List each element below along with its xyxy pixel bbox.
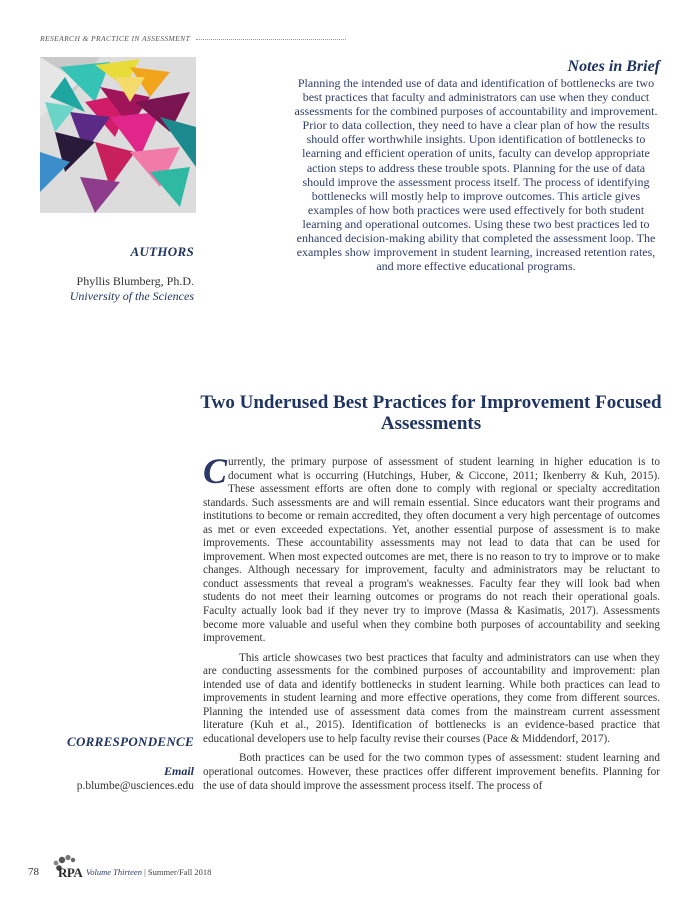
footer-volume: Volume Thirteen xyxy=(86,867,142,877)
running-head-dots xyxy=(196,39,346,40)
authors-heading: AUTHORS xyxy=(130,244,194,259)
body-paragraph-2: This article showcases two best practices that faculty and administrators can use when they are conducting assessments for the combined purposes of accountability and improvement: plan intended use of data and identify bottlenecks in student learning. While both practices can lead to improvements in student learning and more effective operations, they come from different sources. Planning the intended use of assessment data comes from the mainstream current assessment literature (Kuh et al., 2015). Identification of bottlenecks is an evidence-based practice that educational developers use to help faculty revise their courses (Pace & Middendorf, 2017). xyxy=(203,651,660,745)
correspondence-heading: CORRESPONDENCE xyxy=(66,734,194,749)
rpa-logo-text: RPA xyxy=(58,865,83,880)
article-title: Two Underused Best Practices for Improvement Focused Assessments xyxy=(200,392,662,434)
notes-in-brief-heading: Notes in Brief xyxy=(567,58,660,75)
body-paragraph-1-text: urrently, the primary purpose of assessment of student learning in higher education is to document what is occurring (Hutchings, Huber, & Ciccone, 2011; Ikenberry & Kuh, 2015). These assessment efforts are often done to comply with regional or specialty accreditation standards. Such assessments are and will remain essential. Since educators want their programs and institutions to become or remain accredited, they often document a very high percentage of outcomes as met or even exceeded expectations. Yet, another essential purpose of assessment is to make improvements. These accountability assessments may not lead to data that can be used for improvement. When most expected outcomes are met, there is no reason to try to improve or to make changes. Although necessary for improvement, faculty and administrators may be reluctant to conduct assessments that reveal a program's weaknesses. Faculty fear they will look bad when students do not meet their learning outcomes or programs do not reach their operational goals. Faculty actually look bad if they never try to improve (Massa & Kasimatis, 2017). Assessments become more valuable and useful when they combine both purposes of accountability and seeking improvement. xyxy=(203,456,660,645)
body-paragraph-1 xyxy=(203,451,660,646)
body-paragraph-3: Both practices can be used for the two common types of assessment: student learning and operational outcomes. However, these practices offer different improvement benefits. Planning for the use of data should improve the assessment process itself. The process of xyxy=(203,752,660,792)
running-head xyxy=(40,34,360,43)
drop-cap: C xyxy=(203,451,228,491)
author-affiliation: University of the Sciences xyxy=(69,289,194,303)
notes-in-brief-body: Planning the intended use of data and identification of bottlenecks are two best practices that faculty and administrators can use when they conduct assessments for the combined purposes of accountability and improvement. Prior to data collection, they need to have a clear plan of how the results should offer worthwhile insights. Upon identification of bottlenecks to learning and efficient operation of units, faculty can develop appropriate action steps to address these trouble spots. Planning for the use of data should improve the assessment process itself. The process of identifying bottlenecks will mostly help to improve outcomes. This article gives examples of how both practices were used effectively for both student learning and operational outcomes. Using these two best practices led to enhanced decision-making ability that completed the assessment loop. The examples show improvement in student learning, increased retention rates, and more effective educational programs. xyxy=(294,76,658,274)
email-label: Email xyxy=(163,764,194,778)
page-footer xyxy=(28,854,268,884)
running-head-text: RESEARCH & PRACTICE IN ASSESSMENT xyxy=(40,34,191,43)
page-number: 78 xyxy=(28,866,39,878)
geometric-cover-art xyxy=(40,57,196,213)
footer-volume-issue xyxy=(86,867,211,877)
email-address: p.blumbe@usciences.edu xyxy=(76,780,194,792)
article-body xyxy=(203,451,660,799)
footer-issue: Summer/Fall 2018 xyxy=(147,867,212,877)
author-name: Phyllis Blumberg, Ph.D. xyxy=(76,274,194,288)
footer-separator: | xyxy=(141,867,148,877)
